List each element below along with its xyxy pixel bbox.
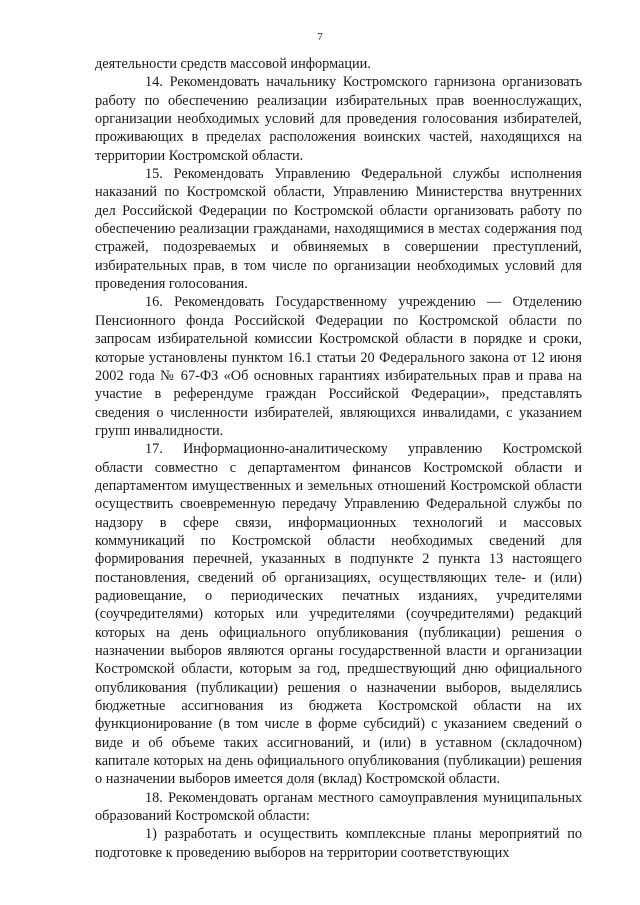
paragraph-item-15: 15. Рекомендовать Управлению Федеральной службы исполнения наказаний по Костромской области, Управлению Министерства внутренних дел Российской Федерации по Костромской области организовать работу по обеспечению реализации гражданами, находящимися в местах содержания под стражей, подозреваемых и обвиняемых в совершении преступлений, избирательных прав, в том числе по организации необходимых условий для проведения голосования. [95, 166, 582, 293]
paragraph-item-18-sub-1: 1) разработать и осуществить комплексные планы мероприятий по подготовке к проведению выборов на территории соответствующих [95, 826, 582, 861]
paragraph-continuation: деятельности средств массовой информации. [95, 56, 371, 72]
document-body [95, 55, 582, 862]
paragraph-item-17: 17. Информационно-аналитическому управлению Костромской области совместно с департаментом финансов Костромской области и департаментом имущественных и земельных отношений Костромской области осуществить своевременную передачу Управлению Федеральной службы по надзору в сфере связи, информационных технологий и массовых коммуникаций по Костромской области необходимых сведений для формирования перечней, указанных в подпункте 2 пункта 13 настоящего постановления, сведений об организациях, осуществляющих теле- и (или) радиовещание, о периодических печатных изданиях, учредителями (соучредителями) которых или учредителями (соучредителями) редакций которых на день официального опубликования (публикации) решения о назначении выборов являются органы государственной власти и организации Костромской области, которым за год, предшествующий дню официального опубликования (публикации) решения о назначении выборов, выделялись бюджетные ассигнования из бюджета Костромской области на их функционирование (в том числе в форме субсидий) с указанием сведений о виде и об объеме таких ассигнований, и (или) в уставном (складочном) капитале которых на день официального опубликования (публикации) решения о назначении выборов имеется доля (вклад) Костромской области. [95, 441, 582, 788]
page-number: 7 [317, 31, 323, 43]
paragraph-item-14: 14. Рекомендовать начальнику Костромского гарнизона организовать работу по обеспечению реализации избирательных прав военнослужащих, организации необходимых условий для проведения голосования избирателей, проживающих в пределах расположения воинских частей, находящихся на территории Костромской области. [95, 74, 582, 164]
paragraph-item-18: 18. Рекомендовать органам местного самоуправления муниципальных образований Костромской области: [95, 789, 582, 825]
paragraph-item-16: 16. Рекомендовать Государственному учреждению — Отделению Пенсионного фонда Российской Федерации по Костромской области по запросам избирательной комиссии Костромской области в порядке и сроки, которые установлены пунктом 16.1 статьи 20 Федерального закона от 12 июня 2002 года № 67-ФЗ «Об основных гарантиях избирательных прав и права на участие в референдуме граждан Российской Федерации», представлять сведения о численности избирателей, являющихся инвалидами, с указанием групп инвалидности. [95, 294, 582, 439]
